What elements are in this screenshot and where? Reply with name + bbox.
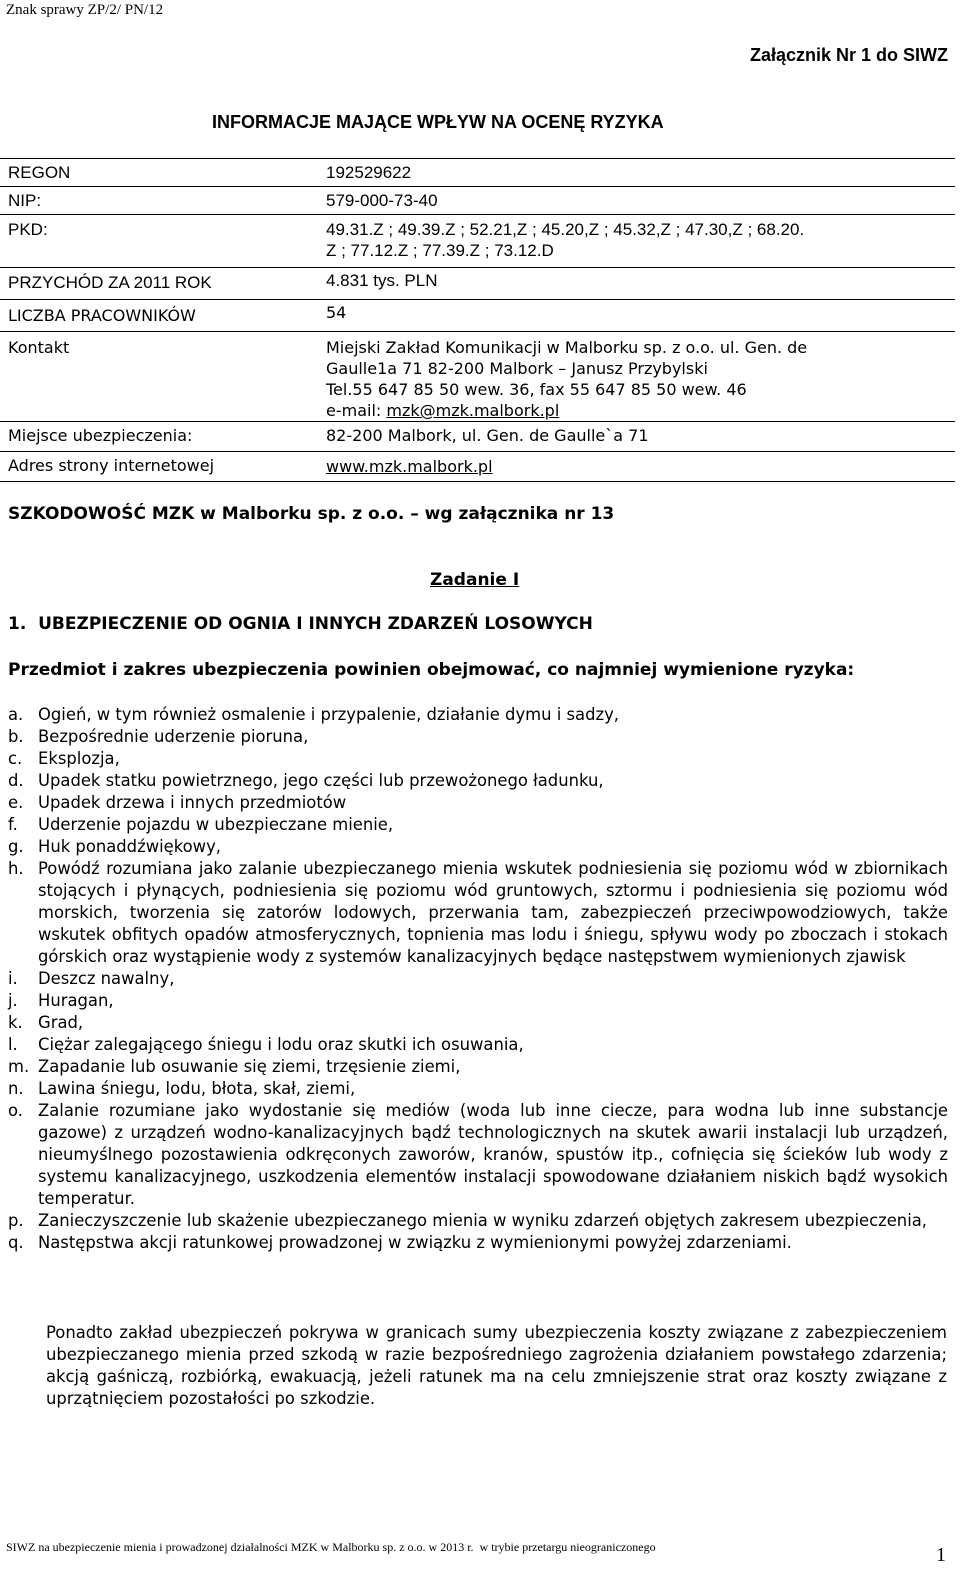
info-row-contact xyxy=(0,332,955,422)
footer-text: SIWZ na ubezpieczenie mienia i prowadzonej działalności MZK w Malborku sp. z o.o. w 2013 r. w trybie przetargu nieograniczonego xyxy=(6,1540,656,1554)
risk-letter: l. xyxy=(8,1035,18,1054)
risk-item xyxy=(8,1034,948,1056)
risk-text: Powódź rozumiana jako zalanie ubezpieczanego mienia wskutek podniesienia się poziomu wód w zbiornikach stojących i płynących, podniesienia się poziomu wód gruntowych, sztormu i podniesienia się poziomu wód morskich, tworzenia się zatorów lodowych, przerwania tam, zabezpieczeń przeciwpowodziowych, także wskutek obfitych opadów atmosferycznych, topnienia mas lodu i śniegu, spływu wody po zboczach i stokach górskich oraz wystąpienie wody z systemów kanalizacyjnych będące następstwem wymienionych zjawisk xyxy=(38,859,948,966)
risk-text: Huragan, xyxy=(38,991,114,1010)
risk-item xyxy=(8,770,948,792)
risk-letter: k. xyxy=(8,1013,23,1032)
risk-letter: g. xyxy=(8,837,24,856)
risk-text: Grad, xyxy=(38,1013,84,1032)
risk-letter: b. xyxy=(8,727,24,746)
risk-text: Uderzenie pojazdu w ubezpieczane mienie, xyxy=(38,815,394,834)
risk-text: Zalanie rozumiane jako wydostanie się mediów (woda lub inne ciecze, para wodna lub inne substancje gazowe) z urządzeń wodno-kanalizacyjnych bądź technologicznych na skutek awarii instalacji lub urządzeń, nieumyślnego pozostawienia odkręconych zaworów, kranów, spustów itp., cofnięcia się ścieków lub wody z systemu kanalizacyjnego, uszkodzenia elementów instalacji spowodowane działaniem niskich bądź wysokich temperatur. xyxy=(38,1101,948,1208)
contact-value xyxy=(326,337,807,421)
info-row-employees xyxy=(0,300,955,332)
info-row-location xyxy=(0,422,955,452)
employees-label: LICZBA PRACOWNIKÓW xyxy=(8,306,196,325)
contact-line-2: Gaulle1a 71 82-200 Malbork – Janusz Przybylski xyxy=(326,359,708,378)
risk-text: Zapadanie lub osuwanie się ziemi, trzęsienie ziemi, xyxy=(38,1057,461,1076)
nip-label: NIP: xyxy=(8,191,42,210)
company-info-table xyxy=(0,158,955,482)
risk-letter: i. xyxy=(8,969,18,988)
pkd-value-line-2: Z ; 77.12.Z ; 77.39.Z ; 73.12.D xyxy=(326,241,554,260)
risk-text: Upadek statku powietrznego, jego części lub przewożonego ładunku, xyxy=(38,771,604,790)
risk-letter: n. xyxy=(8,1079,24,1098)
info-row-nip xyxy=(0,187,955,215)
risk-text: Ogień, w tym również osmalenie i przypalenie, działanie dymu i sadzy, xyxy=(38,705,619,724)
risk-letter: p. xyxy=(8,1211,24,1230)
pkd-label: PKD: xyxy=(8,220,48,239)
contact-line-3: Tel.55 647 85 50 wew. 36, fax 55 647 85 50 wew. 46 xyxy=(326,380,747,399)
closing-paragraph: Ponadto zakład ubezpieczeń pokrywa w granicach sumy ubezpieczenia koszty związane z zabezpieczeniem ubezpieczanego mienia przed szkodą w razie bezpośredniego zagrożenia działaniem powstałego zdarzenia; akcją gaśniczą, rozbiórką, ewakuacją, jeżeli ratunek ma na celu zmniejszenie strat oraz koszty związane z uprzątnięciem pozostałości po szkodzie. xyxy=(46,1323,947,1408)
contact-label: Kontakt xyxy=(8,338,70,357)
risk-item xyxy=(8,1232,948,1254)
contact-email-line xyxy=(326,400,807,421)
scope-heading: Przedmiot i zakres ubezpieczenia powinien obejmować, co najmniej wymienione ryzyka: xyxy=(8,660,855,680)
risk-text: Następstwa akcji ratunkowej prowadzonej w związku z wymienionymi powyżej zdarzeniami. xyxy=(38,1233,792,1252)
location-value: 82-200 Malbork, ul. Gen. de Gaulle`a 71 xyxy=(326,426,649,445)
risk-text: Upadek drzewa i innych przedmiotów xyxy=(38,793,347,812)
risk-item xyxy=(8,836,948,858)
risk-letter: c. xyxy=(8,749,23,768)
page-number: 1 xyxy=(936,1544,946,1566)
regon-label: REGON xyxy=(8,163,71,182)
employees-value: 54 xyxy=(326,303,347,322)
risk-item xyxy=(8,1100,948,1210)
risk-letter: q. xyxy=(8,1233,24,1252)
risk-item xyxy=(8,1056,948,1078)
section-heading: 1. UBEZPIECZENIE OD OGNIA I INNYCH ZDARZEŃ LOSOWYCH xyxy=(8,614,593,634)
risk-letter: a. xyxy=(8,705,24,724)
income-label: PRZYCHÓD ZA 2011 ROK xyxy=(8,273,212,292)
risk-item xyxy=(8,726,948,748)
annex-title: Załącznik Nr 1 do SIWZ xyxy=(749,45,948,65)
risk-item xyxy=(8,792,948,814)
contact-line-1: Miejski Zakład Komunikacji w Malborku sp. z o.o. ul. Gen. de xyxy=(326,338,808,357)
risk-item xyxy=(8,1210,948,1232)
risk-text: Zanieczyszczenie lub skażenie ubezpieczanego mienia w wyniku zdarzeń objętych zakresem ubezpieczenia, xyxy=(38,1211,928,1230)
risk-text: Huk ponaddźwiękowy, xyxy=(38,837,221,856)
info-row-income xyxy=(0,268,955,300)
risk-item xyxy=(8,814,948,836)
risk-item xyxy=(8,990,948,1012)
risk-letter: j. xyxy=(8,991,18,1010)
task-heading: Zadanie I xyxy=(430,570,520,590)
location-label: Miejsce ubezpieczenia: xyxy=(8,426,193,445)
risk-text: Bezpośrednie uderzenie pioruna, xyxy=(38,727,309,746)
risk-item xyxy=(8,858,948,968)
info-row-website xyxy=(0,452,955,482)
risk-item xyxy=(8,968,948,990)
contact-email-link[interactable]: mzk@mzk.malbork.pl xyxy=(386,401,560,420)
risk-list xyxy=(8,704,948,1254)
risk-item xyxy=(8,1012,948,1034)
risk-letter: e. xyxy=(8,793,24,812)
risk-letter: d. xyxy=(8,771,24,790)
pkd-value-line-1: 49.31.Z ; 49.39.Z ; 52.21,Z ; 45.20,Z ; 45.32,Z ; 47.30,Z ; 68.20. xyxy=(326,220,805,239)
info-row-regon xyxy=(0,159,955,187)
website-link[interactable]: www.mzk.malbork.pl xyxy=(326,457,493,476)
info-row-pkd xyxy=(0,215,955,268)
case-number: Znak sprawy ZP/2/ PN/12 xyxy=(6,2,164,18)
contact-email-prefix: e-mail: xyxy=(326,401,387,420)
income-value: 4.831 tys. PLN xyxy=(326,271,438,290)
risk-letter: m. xyxy=(8,1057,30,1076)
risk-item xyxy=(8,704,948,726)
risk-text: Lawina śniegu, lodu, błota, skał, ziemi, xyxy=(38,1079,356,1098)
damage-history-heading: SZKODOWOŚĆ MZK w Malborku sp. z o.o. – wg załącznika nr 13 xyxy=(8,504,615,524)
website-label: Adres strony internetowej xyxy=(8,456,215,475)
risk-item xyxy=(8,748,948,770)
risk-letter: f. xyxy=(8,815,18,834)
risk-text: Ciężar zalegającego śniegu i lodu oraz skutki ich osuwania, xyxy=(38,1035,524,1054)
document-title: INFORMACJE MAJĄCE WPŁYW NA OCENĘ RYZYKA xyxy=(212,112,664,132)
risk-letter: o. xyxy=(8,1101,23,1120)
risk-text: Deszcz nawalny, xyxy=(38,969,175,988)
risk-item xyxy=(8,1078,948,1100)
regon-value: 192529622 xyxy=(326,163,412,182)
risk-letter: h. xyxy=(8,859,24,878)
risk-text: Eksplozja, xyxy=(38,749,120,768)
nip-value: 579-000-73-40 xyxy=(326,191,438,210)
pkd-value xyxy=(326,219,804,261)
